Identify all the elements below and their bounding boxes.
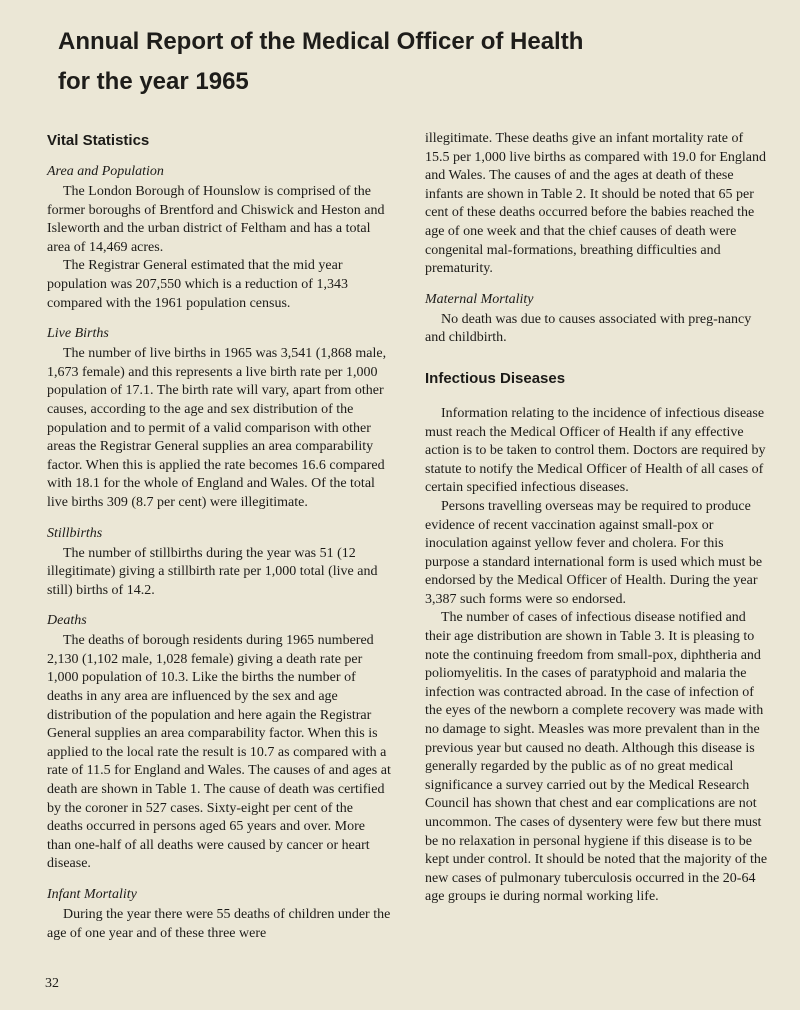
left-column <box>47 132 392 943</box>
paragraph-infant-mortality: During the year there were 55 deaths of children under the age of one year and of these three were <box>47 907 391 941</box>
paragraph-infectious-3: The number of cases of infectious disease notified and their age distribution are shown in Table 3. It is pleasing to note the continuing freedom from small-pox, diphtheria and poliomyelitis. In the cases of paratyphoid and malaria the infection was contracted abroad. In the case of infection of the eyes of the newborn a complete recovery was made with no damage to sight. Measles was more prevalent than in the previous year but caused no death. Although this disease is generally regarded by the public as of no great medical significance a survey carried out by the Medical Research Council has shown that chest and ear complications are not uncommon. The cases of dysentery were few but there must be no relaxation in personal hygiene if this disease is to be kept under control. It should be noted that the majority of the new cases of pulmonary tuberculosis occurred in the 20-64 age groups ie during normal working life. <box>425 610 768 905</box>
page-title-line-2: for the year 1965 <box>58 68 249 95</box>
section-heading-infectious-diseases: Infectious Diseases <box>425 369 566 387</box>
subheading-deaths: Deaths <box>47 613 87 629</box>
subheading-maternal-mortality: Maternal Mortality <box>425 291 534 307</box>
subheading-infant-mortality: Infant Mortality <box>47 887 137 902</box>
paragraph-stillbirths: The number of stillbirths during the year was 51 (12 illegitimate) giving a stillbirth rate per 1,000 total (live and still) births of 14.2. <box>47 545 378 598</box>
paragraph-infectious-2: Persons travelling overseas may be required to produce evidence of recent vaccination against small-pox or inoculation against yellow fever and cholera. For this purpose a standard international form is used which must be endorsed by the Medical Officer of Health. During the year 3,387 such forms were so endorsed. <box>425 498 763 607</box>
section-heading-vital-statistics: Vital Statistics <box>47 132 150 149</box>
page-title-line-1: Annual Report of the Medical Officer of Health <box>58 28 584 55</box>
paragraph-infectious-1: Information relating to the incidence of infectious disease must reach the Medical Officer of Health if any effective action is to be taken to control them. Doctors are required by statute to notify the Medical Officer of Health of all cases of certain specified infectious diseases. <box>425 405 766 496</box>
paragraph-area-1: The London Borough of Hounslow is comprised of the former boroughs of Brentford and Chiswick and Heston and Isleworth and the urban district of Feltham and has a total area of 14,469 acres. <box>47 184 385 255</box>
paragraph-maternal-mortality: No death was due to causes associated with preg-nancy and childbirth. <box>425 311 752 346</box>
subheading-live-births: Live Births <box>47 326 109 342</box>
subheading-area-population: Area and Population <box>47 164 164 179</box>
subheading-stillbirths: Stillbirths <box>47 525 103 541</box>
page-number: 32 <box>45 976 59 991</box>
paragraph-area-2: The Registrar General estimated that the mid year population was 207,550 which is a reduction of 1,343 compared with the 1961 population census. <box>47 258 348 311</box>
page-title <box>58 22 758 102</box>
right-column <box>425 130 770 907</box>
paragraph-infant-mortality-cont: illegitimate. These deaths give an infant mortality rate of 15.5 per 1,000 live births as compared with 19.0 for England and Wales. The causes of and the ages at death of these infants are shown in Table 2. It should be noted that 65 per cent of these deaths occurred before the babies reached the age of one week and that the chief causes of death were congenital mal-formations, breathing difficulties and prematurity. <box>425 131 766 277</box>
paragraph-live-births: The number of live births in 1965 was 3,541 (1,868 male, 1,673 female) and this represents a live birth rate per 1,000 population of 17.1. The birth rate will vary, apart from other causes, according to the age and sex distribution of the population and to permit of a valid comparison with other areas the Registrar General supplies an area comparability factor. When this is applied the rate becomes 16.6 compared with 18.1 for the whole of England and Wales. Of the total live births 309 (8.7 per cent) were illegitimate. <box>47 346 387 510</box>
paragraph-deaths: The deaths of borough residents during 1965 numbered 2,130 (1,102 male, 1,028 female) giving a death rate per 1,000 population of 10.3. Like the births the number of deaths in any area are influenced by the sex and age distribution of the population and here again the Registrar General supplies an area comparability factor. When this is applied to the local rate the result is 10.7 as compared with a rate of 11.5 for England and Wales. The causes of and ages at death are shown in Table 1. The cause of death was certified by the coroner in 527 cases. Sixty-eight per cent of the deaths occurred in persons aged 65 years and over. More than one-half of all deaths were caused by cancer or heart disease. <box>47 633 391 872</box>
